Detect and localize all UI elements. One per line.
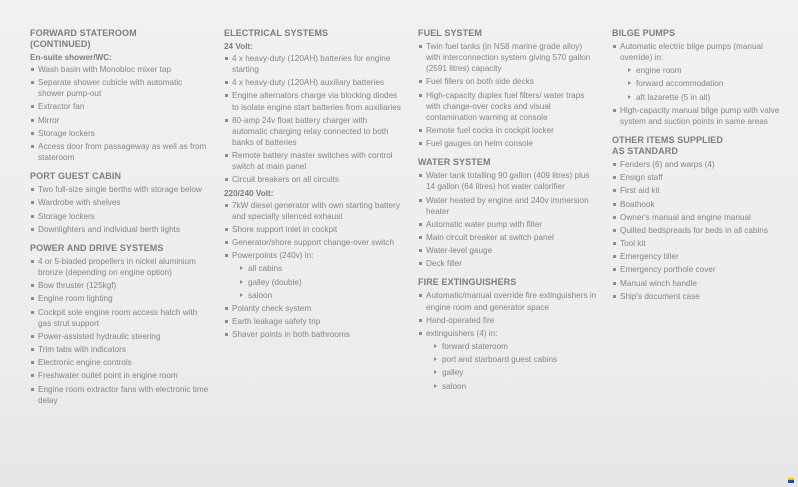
spec-item-text: 80-amp 24v float battery charger with automatic charging relay connected to both banks of batteries [232, 115, 389, 147]
spec-subitem-text: port and starboard guest cabins [442, 355, 558, 365]
spec-item-text: Engine room lighting [38, 294, 113, 304]
spec-subitem-text: saloon [442, 381, 467, 391]
spec-section [30, 171, 210, 235]
spec-list [418, 290, 598, 391]
spec-item [30, 115, 210, 126]
spec-item-text: High-capacity duplex fuel filters/ water traps with change-over cocks and visual contamination warning at console [426, 90, 585, 122]
spec-item-text: Quilted bedspreads for beds in all cabins [620, 225, 768, 235]
spec-item-text: 4 x heavy-duty (120AH) auxiliary batteries [232, 78, 384, 88]
spec-item-text: Engine room extractor fans with electronic time delay [38, 384, 209, 405]
spec-item-text: Shaver points in both bathrooms [232, 330, 350, 340]
spec-item [224, 90, 404, 112]
spec-item-text: Two full-size single berths with storage below [38, 185, 202, 195]
spec-list [30, 256, 210, 406]
spec-item [418, 90, 598, 123]
spec-subitem [620, 92, 792, 103]
spec-item-text: First aid kit [620, 186, 660, 196]
spec-item [418, 245, 598, 256]
spec-subitem [232, 277, 404, 288]
spec-list [418, 41, 598, 149]
spec-item-text: Remote fuel cocks in cockpit locker [426, 125, 554, 135]
spec-item-text: Ship's document case [620, 291, 700, 301]
spec-subitem [620, 65, 792, 76]
spec-item-text: 4 x heavy-duty (120AH) batteries for engine starting [232, 54, 391, 75]
spec-subitem-text: galley [442, 368, 464, 378]
spec-item [224, 53, 404, 75]
spec-item [224, 316, 404, 327]
spec-item [612, 185, 792, 196]
spec-item [30, 307, 210, 329]
section-heading: FIRE EXTINGUISHERS [418, 277, 517, 288]
spec-subitem-text: forward accommodation [636, 79, 724, 89]
section-heading: BILGE PUMPS [612, 28, 676, 38]
spec-item [612, 264, 792, 275]
spec-sublist [620, 65, 792, 102]
spec-item [418, 232, 598, 243]
spec-item-text: Power-assisted hydraulic steering [38, 331, 161, 341]
spec-item [612, 291, 792, 302]
spec-subitem [232, 290, 404, 301]
spec-item-text: Hand-operated fire [426, 315, 495, 325]
spec-subitem [426, 367, 598, 378]
spec-item [30, 357, 210, 368]
spec-item [30, 370, 210, 381]
section-heading: ELECTRICAL SYSTEMS [224, 28, 329, 38]
spec-item [612, 105, 792, 127]
section-heading: FORWARD STATEROOM (CONTINUED) [30, 28, 137, 49]
spec-item [418, 290, 598, 312]
subsection-heading: En-suite shower/WC: [30, 53, 112, 62]
spec-item-text: Wardrobe with shelves [38, 198, 121, 208]
spec-item [418, 219, 598, 230]
spec-list [612, 159, 792, 302]
spec-item-text: Boathook [620, 199, 655, 209]
spec-item-text: extinguishers (4) in: [426, 328, 498, 338]
spec-subitem [620, 78, 792, 89]
subsection-heading: 24 Volt: [224, 42, 253, 51]
spec-item-text: Freshwater outlet point in engine room [38, 371, 178, 381]
spec-item [224, 115, 404, 148]
spec-item [30, 101, 210, 112]
spec-item-text: Engine alternators charge via blocking diodes to isolate engine start batteries from auxiliaries [232, 91, 401, 112]
spec-item-text: Storage lockers [38, 128, 95, 138]
spec-section [30, 28, 210, 163]
spec-section [418, 28, 598, 149]
spec-item [418, 41, 598, 74]
section-heading: WATER SYSTEM [418, 157, 491, 168]
subsection-heading: 220/240 Volt: [224, 188, 274, 198]
spec-subitem-text: engine room [636, 66, 682, 76]
spec-section [612, 28, 792, 127]
spec-item-text: High-capacity manual bilge pump with valve system and suction points in same areas [620, 105, 780, 126]
spec-item-text: Electronic engine controls [38, 358, 132, 368]
spec-item-text: Automatic electric bilge pumps (manual override) in: [620, 42, 763, 63]
spec-item [418, 76, 598, 87]
spec-item-text: Wash basin with Monobloc mixer tap [38, 65, 172, 74]
spec-item-text: Automatic/manual override fire extinguishers in engine room and generator space [426, 291, 597, 312]
spec-item-text: Shore support inlet in cockpit [232, 224, 338, 234]
spec-section [30, 243, 210, 406]
spec-item-text: Main circuit breaker at switch panel [426, 232, 554, 242]
spec-item [418, 328, 598, 392]
spec-item-text: Powerpoints (240v) in: [232, 251, 314, 261]
spec-item [612, 41, 792, 103]
spec-sublist [426, 341, 598, 392]
spec-item-text: Mirror [38, 115, 60, 125]
spec-item [418, 125, 598, 136]
spec-item [30, 64, 210, 75]
spec-subitem [426, 341, 598, 352]
spec-subitem-text: galley (double) [248, 277, 302, 287]
spec-item-text: Water heated by engine and 240v immersion heater [426, 195, 589, 216]
spec-item-text: Downlighters and individual berth lights [38, 224, 180, 234]
spec-item [418, 170, 598, 192]
spec-list [30, 64, 210, 163]
spec-item-text: Deck filler [426, 259, 462, 269]
spec-subitem-text: all cabins [248, 264, 283, 274]
spec-item [224, 237, 404, 248]
section-heading: FUEL SYSTEM [418, 28, 482, 38]
spec-item-text: Cockpit sole engine room access hatch with gas strut support [38, 307, 198, 328]
spec-item [612, 199, 792, 210]
spec-subitem-text: forward stateroom [442, 342, 508, 351]
spec-column-2 [224, 28, 404, 348]
spec-item [224, 250, 404, 301]
corner-logo-mark [788, 478, 794, 483]
spec-item [30, 256, 210, 278]
spec-item [224, 329, 404, 340]
spec-item-text: Fenders (6) and warps (4) [620, 159, 715, 169]
spec-item-text: Extractor fan [38, 102, 85, 112]
spec-item [612, 251, 792, 262]
spec-item-text: Emergency porthole cover [620, 265, 716, 275]
spec-column-3 [418, 28, 598, 400]
spec-subitem-text: aft lazarette (5 in all) [636, 92, 711, 102]
spec-item [612, 172, 792, 183]
spec-item [30, 331, 210, 342]
spec-item [30, 384, 210, 406]
spec-item [30, 344, 210, 355]
spec-item-text: Separate shower cubicle with automatic shower pump-out [38, 78, 183, 99]
spec-item [30, 184, 210, 195]
spec-item-text: Water-level gauge [426, 246, 493, 256]
spec-list [612, 41, 792, 127]
spec-item [30, 280, 210, 291]
spec-item-text: 7kW diesel generator with own starting battery and specially silenced exhaust [232, 200, 400, 221]
section-heading: POWER AND DRIVE SYSTEMS [30, 242, 164, 253]
spec-item-text: Bow thruster (125kgf) [38, 281, 117, 291]
spec-subitem [232, 263, 404, 274]
spec-item [30, 141, 210, 163]
spec-item [30, 77, 210, 99]
spec-section [418, 277, 598, 391]
spec-item [612, 159, 792, 170]
spec-item-text: Water tank totalling 90 gallon (409 litres) plus 14 gallon (64 litres) hot water calorifier [426, 171, 590, 192]
spec-item-text: Generator/shore support change-over switch [232, 238, 395, 248]
spec-item [224, 174, 404, 185]
spec-item-text: Remote battery master switches with control switch at main panel [232, 151, 393, 172]
spec-item [418, 138, 598, 149]
spec-list [224, 53, 404, 186]
spec-item-text: Twin fuel tanks (in NS8 marine grade alloy) with interconnection system giving 570 gallon (2591 litres) capacity [426, 42, 591, 74]
spec-item [418, 258, 598, 269]
spec-item-text: Fuel gauges on helm console [426, 139, 533, 149]
spec-item [418, 195, 598, 217]
spec-item-text: Manual winch handle [620, 278, 697, 288]
spec-item-text: Polarity check system [232, 303, 312, 313]
spec-item-text: Emergency tiller [620, 252, 679, 262]
section-heading: OTHER ITEMS SUPPLIED AS STANDARD [612, 134, 724, 156]
spec-item [30, 224, 210, 235]
spec-item-text: Ensign staff [620, 173, 663, 183]
spec-item-text: Automatic water pump with filter [426, 219, 543, 229]
spec-item [224, 200, 404, 222]
spec-subitem-text: saloon [248, 290, 273, 300]
spec-item [30, 197, 210, 208]
spec-item-text: Tool kit [620, 239, 646, 249]
spec-item-text: Owner's manual and engine manual [620, 212, 751, 222]
spec-item-text: 4 or 5-bladed propellers in nickel aluminium bronze (depending on engine option) [38, 256, 196, 277]
spec-item [612, 278, 792, 289]
spec-item-text: Trim tabs with indicators [38, 345, 126, 354]
spec-item [224, 224, 404, 235]
spec-section [612, 135, 792, 302]
spec-subitem [426, 354, 598, 365]
spec-list [224, 200, 404, 341]
spec-section [224, 28, 404, 340]
spec-subitem [426, 381, 598, 392]
section-heading: PORT GUEST CABIN [30, 171, 122, 182]
spec-item [224, 77, 404, 88]
spec-item-text: Access door from passageway as well as from stateroom [38, 142, 207, 163]
spec-column-1 [30, 28, 210, 414]
spec-item [224, 303, 404, 314]
spec-list [30, 184, 210, 235]
spec-item [30, 211, 210, 222]
spec-item [612, 238, 792, 249]
spec-item [612, 212, 792, 223]
spec-item [612, 225, 792, 236]
spec-item [30, 128, 210, 139]
spec-item [224, 150, 404, 172]
spec-item-text: Circuit breakers on all circuits [232, 175, 339, 185]
spec-item-text: Earth leakage safety trip [232, 317, 321, 327]
spec-list [418, 170, 598, 269]
spec-column-4 [612, 28, 792, 310]
spec-item [418, 315, 598, 326]
spec-item-text: Storage lockers [38, 211, 95, 221]
spec-item [30, 293, 210, 304]
spec-section [418, 157, 598, 269]
spec-sublist [232, 263, 404, 300]
spec-item-text: Fuel fillers on both side decks [426, 77, 534, 87]
